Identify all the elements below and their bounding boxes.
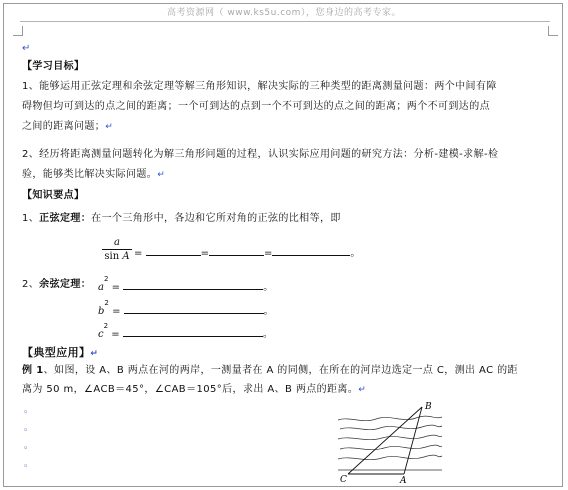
header-rule [20,21,550,22]
cosine-law-label: 余弦定理： [39,279,92,290]
equals-sign: = [112,306,121,317]
river-wave [338,416,442,421]
cosine-blank-c[interactable] [123,327,263,337]
cosine-blank-a[interactable] [123,280,263,290]
sentence-end: 。 [263,282,274,293]
example-line-1 [22,364,518,378]
sentence-end: 。 [263,306,274,317]
sine-law-number: 1、 [22,213,40,224]
typical-application-heading [22,346,98,361]
exponent: 2 [103,275,109,283]
fraction-numerator: a [114,237,120,248]
crop-mark-top-left [13,26,23,36]
equals-sign: = [134,248,143,259]
figure-label-c: C [340,475,347,484]
cosine-c-row [98,322,273,340]
goal-1-line-1: 1、能够运用正弦定理和余弦定理等解三角形知识，解决实际的三种类型的距离测量问题：两个中间有障 [22,81,497,92]
paragraph-mark: ↵ [105,122,114,132]
exponent: 2 [103,322,109,330]
river-wave [340,425,442,430]
var-b: b [98,306,105,317]
cosine-blank-b[interactable] [124,304,264,314]
goal-1-line-3 [22,120,113,134]
example-label: 例 1 [22,365,44,376]
goal-1-line-2: 碍物但均可到达的点之间的距离；一个可到达的点到一个不可到达的点之间的距离；两个不可到达的点 [22,101,490,112]
sine-law-fraction [102,236,132,263]
goal-2-line-2 [22,168,165,182]
figure-label-a: A [400,476,407,484]
empty-line-mark: 。 [24,423,34,433]
paragraph-mark: ↵ [157,170,166,180]
example-line-2 [22,383,366,397]
river-wave [340,445,442,450]
line-ba [404,407,422,474]
var-c: c [98,329,104,340]
equals-sign: = [111,282,121,293]
denominator-sin: sin [104,251,123,262]
equals-sign: = [200,248,209,259]
sentence-end: 。 [262,329,273,340]
sentence-end: 。 [350,248,361,259]
goal-2-line-1: 2、经历将距离测量问题转化为解三角形问题的过程，认识实际应用问题的研究方法：分析-建模-求解-检 [22,149,499,160]
example-line-2-text: 离为 50 m，∠ACB＝45°，∠CAB＝105°后，求出 A、B 两点的距离。 [22,384,359,395]
cosine-law-line [22,278,91,292]
cosine-b-row [98,299,274,317]
paragraph-mark: ↵ [22,43,31,54]
crop-mark-top-right [548,26,558,36]
goal-2-line-2-text: 验，能够类比解决实际问题。 [22,169,158,180]
cosine-a-row [98,275,274,293]
sine-blank-3[interactable] [272,246,350,256]
sine-law-text: 在一个三角形中，各边和它所对角的正弦的比相等，即 [91,213,341,224]
cosine-law-number: 2、 [22,279,40,290]
sine-blank-2[interactable] [209,246,264,256]
fraction-denominator [102,250,132,263]
goal-1-line-3-text: 之间的距离问题； [22,121,106,132]
sine-law-line [22,212,341,226]
application-title: 【典型应用】 [22,346,91,359]
sine-law-label: 正弦定理： [39,213,92,224]
exponent: 2 [104,299,109,307]
empty-line-mark: 。 [24,441,34,451]
paragraph-mark: ↵ [358,385,367,395]
river-triangle-figure [336,398,444,484]
sine-blank-1[interactable] [146,246,201,256]
key-points-heading: 【知识要点】 [22,190,85,201]
empty-line-mark: 。 [24,459,34,469]
equals-sign: = [111,329,120,340]
paragraph-mark: ↵ [90,349,99,359]
denominator-var: A [122,251,130,262]
line-cb [348,407,422,474]
learning-goals-heading: 【学习目标】 [22,61,85,72]
sine-law-blanks [134,244,360,259]
example-line-1-text: 、如图，设 A、B 两点在河的两岸，一测量者在 A 的同侧，在所在的河岸边选定一点 C，测出 AC 的距 [43,365,518,376]
page-header: 高考资源网（ www.ks5u.com），您身边的高考专家。 [167,8,401,18]
equals-sign: = [263,248,273,259]
empty-line-mark: 。 [24,405,34,415]
figure-label-b: B [425,402,432,412]
river-wave [338,455,442,460]
var-a: a [98,282,104,293]
